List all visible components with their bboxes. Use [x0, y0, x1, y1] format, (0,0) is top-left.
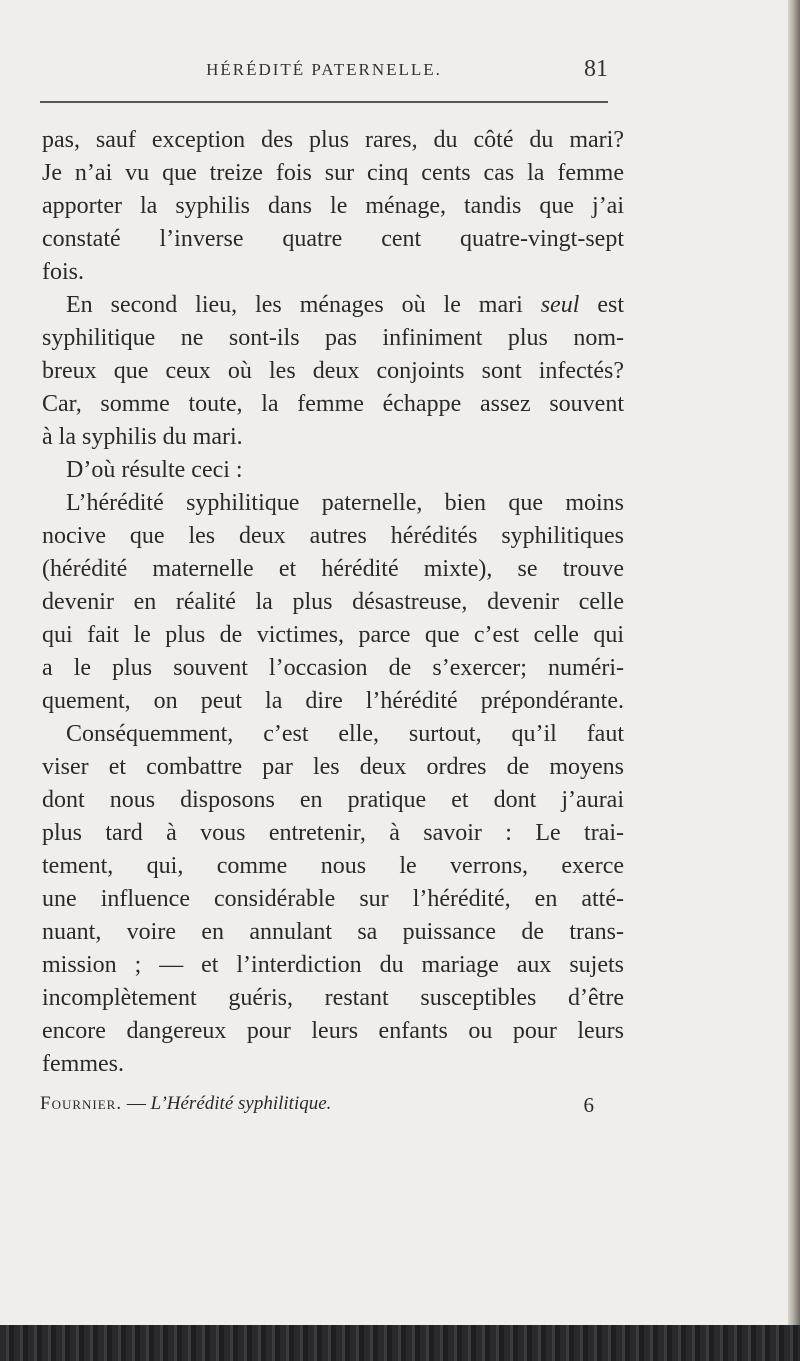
- footer-title: L’Hérédité syphilitique.: [150, 1093, 332, 1114]
- page-footer: [40, 1093, 608, 1123]
- body-text: [42, 124, 624, 1081]
- text-line: D’où résulte ceci :: [66, 457, 243, 483]
- text-line: encore dangereux pour leurs enfants ou pour leurs: [42, 1018, 624, 1044]
- text-line: quement, on peut la dire l’hérédité prépondérante.: [42, 688, 624, 714]
- book-spine-edge: [788, 0, 800, 1361]
- text-line: qui fait le plus de victimes, parce que c’est celle qui: [42, 622, 624, 648]
- emphasis: seul: [540, 292, 580, 318]
- text-line: constaté l’inverse quatre cent quatre-vingt-sept: [42, 226, 624, 252]
- text-line: à la syphilis du mari.: [42, 424, 243, 450]
- footer-author: Fournier.: [40, 1093, 123, 1114]
- text-line: incomplètement guéris, restant susceptibles d’être: [42, 985, 624, 1011]
- header-rule: [40, 101, 608, 103]
- text-line: nuant, voire en annulant sa puissance de trans-: [42, 919, 624, 945]
- signature-mark: 6: [583, 1093, 594, 1117]
- text-line: plus tard à vous entretenir, à savoir : Le trai-: [42, 820, 624, 846]
- text-line: (hérédité maternelle et hérédité mixte), se trouve: [42, 556, 624, 582]
- text-line: breux que ceux où les deux conjoints sont infectés?: [42, 358, 624, 384]
- text-line: mission ; — et l’interdiction du mariage aux sujets: [42, 952, 624, 978]
- text-line: dont nous disposons en pratique et dont j’aurai: [42, 787, 624, 813]
- text-line: femmes.: [42, 1051, 124, 1077]
- text-line: a le plus souvent l’occasion de s’exercer; numéri-: [42, 655, 624, 681]
- scan-bottom-edge: [0, 1325, 800, 1361]
- text-line: devenir en réalité la plus désastreuse, devenir celle: [42, 589, 624, 615]
- page-header: [40, 56, 608, 96]
- text-line: En second lieu, les ménages où le mari seul est: [66, 292, 624, 318]
- text-line: nocive que les deux autres hérédités syphilitiques: [42, 523, 624, 549]
- footer-separator: —: [126, 1093, 146, 1114]
- text-line: tement, qui, comme nous le verrons, exerce: [42, 853, 624, 879]
- text-line: Je n’ai vu que treize fois sur cinq cents cas la femme: [42, 160, 624, 186]
- text-line: pas, sauf exception des plus rares, du côté du mari?: [42, 127, 624, 153]
- page-number: 81: [584, 56, 608, 82]
- text-line: Conséquemment, c’est elle, surtout, qu’il faut: [66, 721, 624, 747]
- text-line: Car, somme toute, la femme échappe assez souvent: [42, 391, 624, 417]
- running-head: HÉRÉDITÉ PATERNELLE.: [206, 60, 442, 79]
- text-line: viser et combattre par les deux ordres de moyens: [42, 754, 624, 780]
- text-line: L’hérédité syphilitique paternelle, bien que moins: [66, 490, 624, 516]
- text-line: fois.: [42, 259, 84, 285]
- text-line: une influence considérable sur l’hérédité, en atté-: [42, 886, 624, 912]
- text-line: syphilitique ne sont-ils pas infiniment plus nom-: [42, 325, 624, 351]
- text-line: apporter la syphilis dans le ménage, tandis que j’ai: [42, 193, 624, 219]
